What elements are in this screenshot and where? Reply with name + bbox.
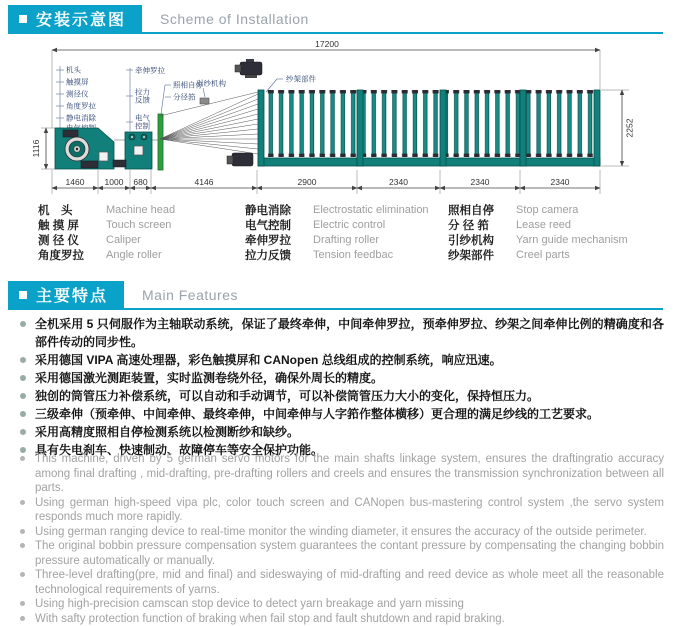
- legend-column-3: [448, 202, 628, 262]
- creel-base: [258, 158, 600, 166]
- lease-reed-bar: [158, 114, 163, 170]
- legend-term-en: Lease reed: [516, 219, 571, 231]
- feature-item-zh: 全机采用 5 只伺服作为主轴联动系统，保证了最终牵伸，中间牵伸罗拉，预牵伸罗拉、纱架之间牵伸比例的精确度和各部件传动的同步性。: [18, 315, 664, 351]
- legend-term-zh: 电气控制: [245, 217, 309, 233]
- legend-term-zh: 机 头: [38, 202, 102, 218]
- dimension-bottom-chain: [52, 170, 600, 194]
- legend-term-en: Caliper: [106, 234, 141, 246]
- legend-row: [38, 247, 175, 262]
- legend-term-zh: 分 径 筘: [448, 217, 512, 233]
- legend-term-en: Yarn guide mechanism: [516, 234, 628, 246]
- feature-item-en: Using german high-speed vipa plc, color touch screen and CANopen bus-mastering control system ,the servo system responds much more rapidly.: [18, 496, 664, 525]
- callout-electric-2: 控制: [135, 121, 150, 131]
- feature-item-en: Using high-precision camscan stop device to detect yarn breakage and yarn missing: [18, 597, 664, 612]
- creel: [258, 90, 600, 166]
- legend-row: [245, 217, 429, 232]
- legend-row: [448, 217, 628, 232]
- legend-term-zh: 触 摸 屏: [38, 217, 102, 233]
- feature-item-en: The original bobbin pressure compensation system guarantees the contant pressure by compensating the changing bobbin pressure automatically or manually.: [18, 539, 664, 568]
- dim-label: 1000: [105, 177, 124, 187]
- features-section-header: [8, 281, 663, 310]
- dim-total-label: 17200: [315, 39, 339, 49]
- features-list-zh: [18, 315, 664, 459]
- dim-label: 1460: [66, 177, 85, 187]
- drafting-unit: [113, 132, 152, 169]
- legend-column-1: [38, 202, 175, 262]
- legend-row: [448, 247, 628, 262]
- dim-label: 2340: [551, 177, 570, 187]
- machine-head-callouts: [56, 65, 96, 133]
- feature-item-zh: 三级牵伸（预牵伸、中间牵伸、最终牵伸，中间牵伸与人字筘作整体横移）更合理的满足纱线的工艺要求。: [18, 405, 664, 423]
- legend-column-2: [245, 202, 429, 262]
- legend-term-zh: 角度罗拉: [38, 247, 102, 263]
- callout-yarn-guide: 引纱机构: [196, 78, 226, 88]
- legend-row: [38, 202, 175, 217]
- legend-term-en: Electric control: [313, 219, 385, 231]
- legend-term-en: Stop camera: [516, 204, 578, 216]
- legend-row: [38, 217, 175, 232]
- dim-label: 680: [133, 177, 147, 187]
- creel-motor-device: [227, 153, 253, 166]
- installation-section-header: [8, 5, 663, 34]
- square-bullet-icon: [19, 15, 27, 23]
- legend-term-en: Angle roller: [106, 249, 162, 261]
- legend-term-zh: 纱架部件: [448, 247, 512, 263]
- features-header-badge: [8, 281, 124, 308]
- dim-label: 4146: [195, 177, 214, 187]
- legend-term-zh: 牵伸罗拉: [245, 232, 309, 248]
- features-title-en: Main Features: [142, 281, 238, 308]
- legend-row: [245, 247, 429, 262]
- installation-title-zh: 安装示意图: [36, 7, 126, 30]
- callout-touch-screen: 触摸屏: [66, 77, 89, 87]
- legend-term-zh: 引纱机构: [448, 232, 512, 248]
- callout-static-eliminator: 静电消除: [66, 113, 96, 123]
- stop-camera-device: [235, 59, 262, 78]
- legend-term-zh: 静电消除: [245, 202, 309, 218]
- dim-label: 2340: [389, 177, 408, 187]
- legend-row: [448, 202, 628, 217]
- feature-item-en: With safty protection function of braking when fail stop and fault shutdown and rapid braking.: [18, 612, 664, 626]
- legend-term-en: Creel parts: [516, 249, 570, 261]
- callout-lease-reed: 分径筘: [173, 92, 196, 102]
- legend-row: [448, 232, 628, 247]
- callout-caliper: 测径仪: [66, 89, 89, 99]
- installation-diagram: [0, 36, 674, 200]
- yarn-guide-callout: [196, 78, 226, 97]
- legend-row: [38, 232, 175, 247]
- dim-head-height-label: 1116: [31, 139, 41, 157]
- callout-stop-camera: 照相自停: [173, 80, 203, 90]
- callout-tension-1: 拉力: [135, 87, 150, 97]
- dimension-head-height: [31, 128, 55, 169]
- features-list-en: [18, 452, 664, 626]
- legend-term-en: Machine head: [106, 204, 175, 216]
- yarn-guide-device: [200, 98, 209, 104]
- installation-title-en: Scheme of Installation: [160, 5, 309, 32]
- callout-creel-parts: 纱架部件: [286, 74, 316, 84]
- callout-electric-1: 电气: [135, 113, 150, 123]
- feature-item-zh: 采用德国激光测距装置，实时监测卷绕外径，确保外周长的精度。: [18, 369, 664, 387]
- feature-item-zh: 独创的筒管压力补偿系统，可以自动和手动调节，可以补偿筒管压力大小的变化，保持恒压力。: [18, 387, 664, 405]
- feature-item-zh: 采用德国 VIPA 高速处理器，彩色触摸屏和 CANopen 总线组成的控制系统，响应迅速。: [18, 351, 664, 369]
- square-bullet-icon: [19, 291, 27, 299]
- feature-item-zh: 具有失电刹车、快速制动、故障停车等安全保护功能。: [18, 441, 664, 459]
- legend-term-en: Electrostatic elimination: [313, 204, 429, 216]
- dim-label: 2900: [298, 177, 317, 187]
- callout-drafting-roller: 牵伸罗拉: [135, 65, 165, 75]
- dim-creel-height-label: 2252: [625, 118, 635, 137]
- callout-machine-head: 机头: [66, 65, 81, 75]
- features-title-zh: 主要特点: [36, 283, 108, 306]
- callout-angle-roller: 角度罗拉: [66, 101, 96, 111]
- legend-term-zh: 照相自停: [448, 202, 512, 218]
- legend-term-en: Tension feedbac: [313, 249, 393, 261]
- legend-row: [245, 202, 429, 217]
- creel-callout: [266, 74, 316, 93]
- legend-term-zh: 拉力反馈: [245, 247, 309, 263]
- dim-label: 2340: [471, 177, 490, 187]
- callout-tension-2: 反馈: [135, 95, 150, 105]
- legend-term-en: Drafting roller: [313, 234, 379, 246]
- legend-row: [245, 232, 429, 247]
- creel-bars: [266, 90, 594, 158]
- dimension-creel-height: [601, 90, 635, 166]
- installation-header-badge: [8, 5, 142, 32]
- feature-item-en: Three-level drafting(pre, mid and final) and sideswaying of mid-drafting and reed device as whole meet all the reasonable technological requirements of yarns.: [18, 568, 664, 597]
- feature-item-en: Using german ranging device to real-time monitor the winding diameter, it ensures the accuracy of the outside perimeter.: [18, 525, 664, 540]
- legend-term-en: Touch screen: [106, 219, 171, 231]
- feature-item-zh: 采用高精度照相自停检测系统以检测断纱和缺纱。: [18, 423, 664, 441]
- legend-term-zh: 测 径 仪: [38, 232, 102, 248]
- feature-item-en: This machine, driven by 5 german servo motors for the main shafts linkage system, ensures the draftingratio accuracy among final drafting , mid-drafting, pre-drafting rollers and creels and ensures the transmission synchronization between all parts.: [18, 452, 664, 496]
- machine-head: [55, 128, 114, 169]
